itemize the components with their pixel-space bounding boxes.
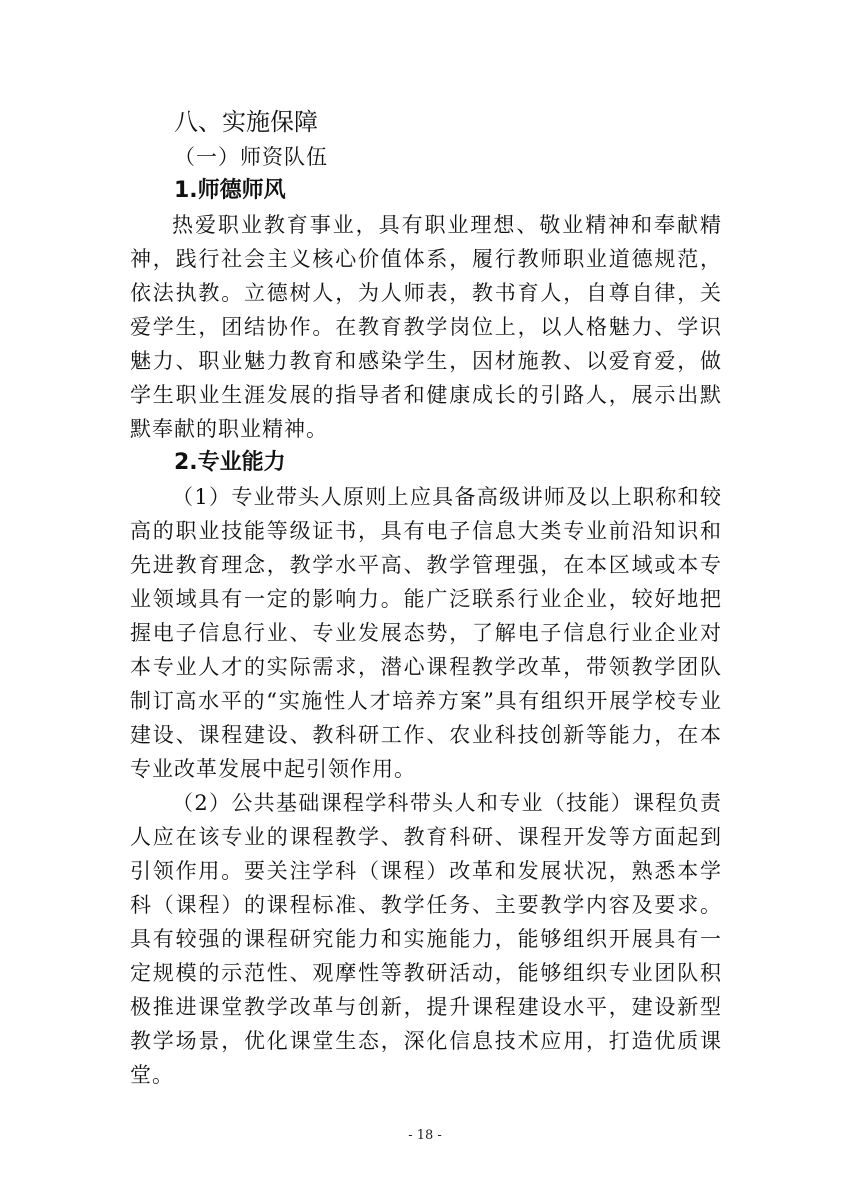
page-content [130,104,722,1092]
subsection-heading: （一）师资队伍 [174,145,328,169]
page-number: - 18 - [408,1128,442,1143]
paragraph-course-leader: （2）公共基础课程学科带头人和专业（技能）课程负责人应在该专业的课程教学、教育科研、课程开发等方面起到引领作用。要关注学科（课程）改革和发展状况，熟悉本学科（课程）的课程标准、教学任务、主要教学内容及要求。具有较强的课程研究能力和实施能力，能够组织开展具有一定规模的示范性、观摩性等教研活动，能够组织专业团队积极推进课堂教学改革与创新，提升课程建设水平，建设新型教学场景，优化课堂生态，深化信息技术应用，打造优质课堂。 [130,791,722,1087]
paragraph-professional-leader: （1）专业带头人原则上应具备高级讲师及以上职称和较高的职业技能等级证书，具有电子信息大类专业前沿知识和先进教育理念，教学水平高、教学管理强，在本区域或本专业领域具有一定的影响力。能广泛联系行业企业，较好地把握电子信息行业、专业发展态势，了解电子信息行业企业对本专业人才的实际需求，潜心课程教学改革，带领教学团队制订高水平的“实施性人才培养方案”具有组织开展学校专业建设、课程建设、教科研工作、农业科技创新等能力，在本专业改革发展中起引领作用。 [130,485,722,781]
item-heading-1: 1.师德师风 [174,178,286,203]
paragraph-teacher-ethics: 热爱职业教育事业，具有职业理想、敬业精神和奉献精神，践行社会主义核心价值体系，履行教师职业道德规范，依法执教。立德树人，为人师表，教书育人，自尊自律，关爱学生，团结协作。在教育教学岗位上，以人格魅力、学识魅力、职业魅力教育和感染学生，因材施教、以爱育爱，做学生职业生涯发展的指导者和健康成长的引路人，展示出默默奉献的职业精神。 [130,213,722,441]
item-heading-2: 2.专业能力 [174,450,286,475]
section-heading: 八、实施保障 [174,108,318,136]
